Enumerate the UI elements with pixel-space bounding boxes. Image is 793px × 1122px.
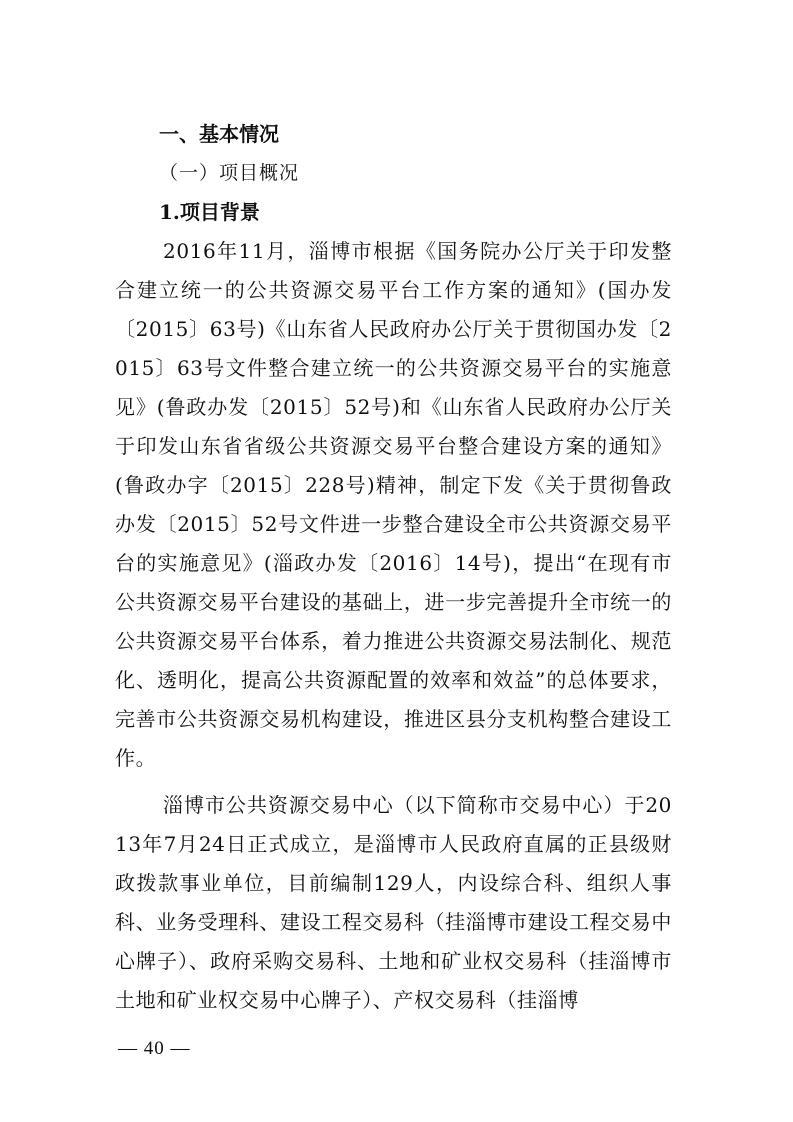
subsection-heading: （一）项目概况 <box>159 162 300 184</box>
body-paragraph: 2016年11月，淄博市根据《国务院办公厅关于印发整合建立统一的公共资源交易平台工作方案的通知》(国办发〔2015〕63号)《山东省人民政府办公厅关于贯彻国办发〔2015〕63号文件整合建立统一的公共资源交易平台的实施意见》(鲁政办发〔2015〕52号)和《山东省人民政府办公厅关于印发山东省省级公共资源交易平台整合建设方案的通知》(鲁政办字〔2015〕228号)精神，制定下发《关于贯彻鲁政办发〔2015〕52号文件进一步整合建设全市公共资源交易平台的实施意见》(淄政办发〔2016〕14号)，提出“在现有市公共资源交易平台建设的基础上，进一步完善提升全市统一的公共资源交易平台体系，着力推进公共资源交易法制化、规范化、透明化，提高公共资源配置的效率和效益”的总体要求，完善市公共资源交易机构建设，推进区县分支机构整合建设工作。 <box>115 239 672 770</box>
section-heading: 一、基本情况 <box>159 122 279 146</box>
page-number: — 40 — <box>118 1038 191 1059</box>
body-paragraph: 淄博市公共资源交易中心（以下简称市交易中心）于2013年7月24日正式成立，是淄博市人民政府直属的正县级财政拨款事业单位，目前编制129人，内设综合科、组织人事科、业务受理科、建设工程交易科（挂淄博市建设工程交易中心牌子）、政府采购交易科、土地和矿业权交易科（挂淄博市土地和矿业权交易中心牌子）、产权交易科（挂淄博 <box>115 793 672 1012</box>
page-content <box>115 115 672 1020</box>
topic-heading: 1.项目背景 <box>159 200 260 224</box>
